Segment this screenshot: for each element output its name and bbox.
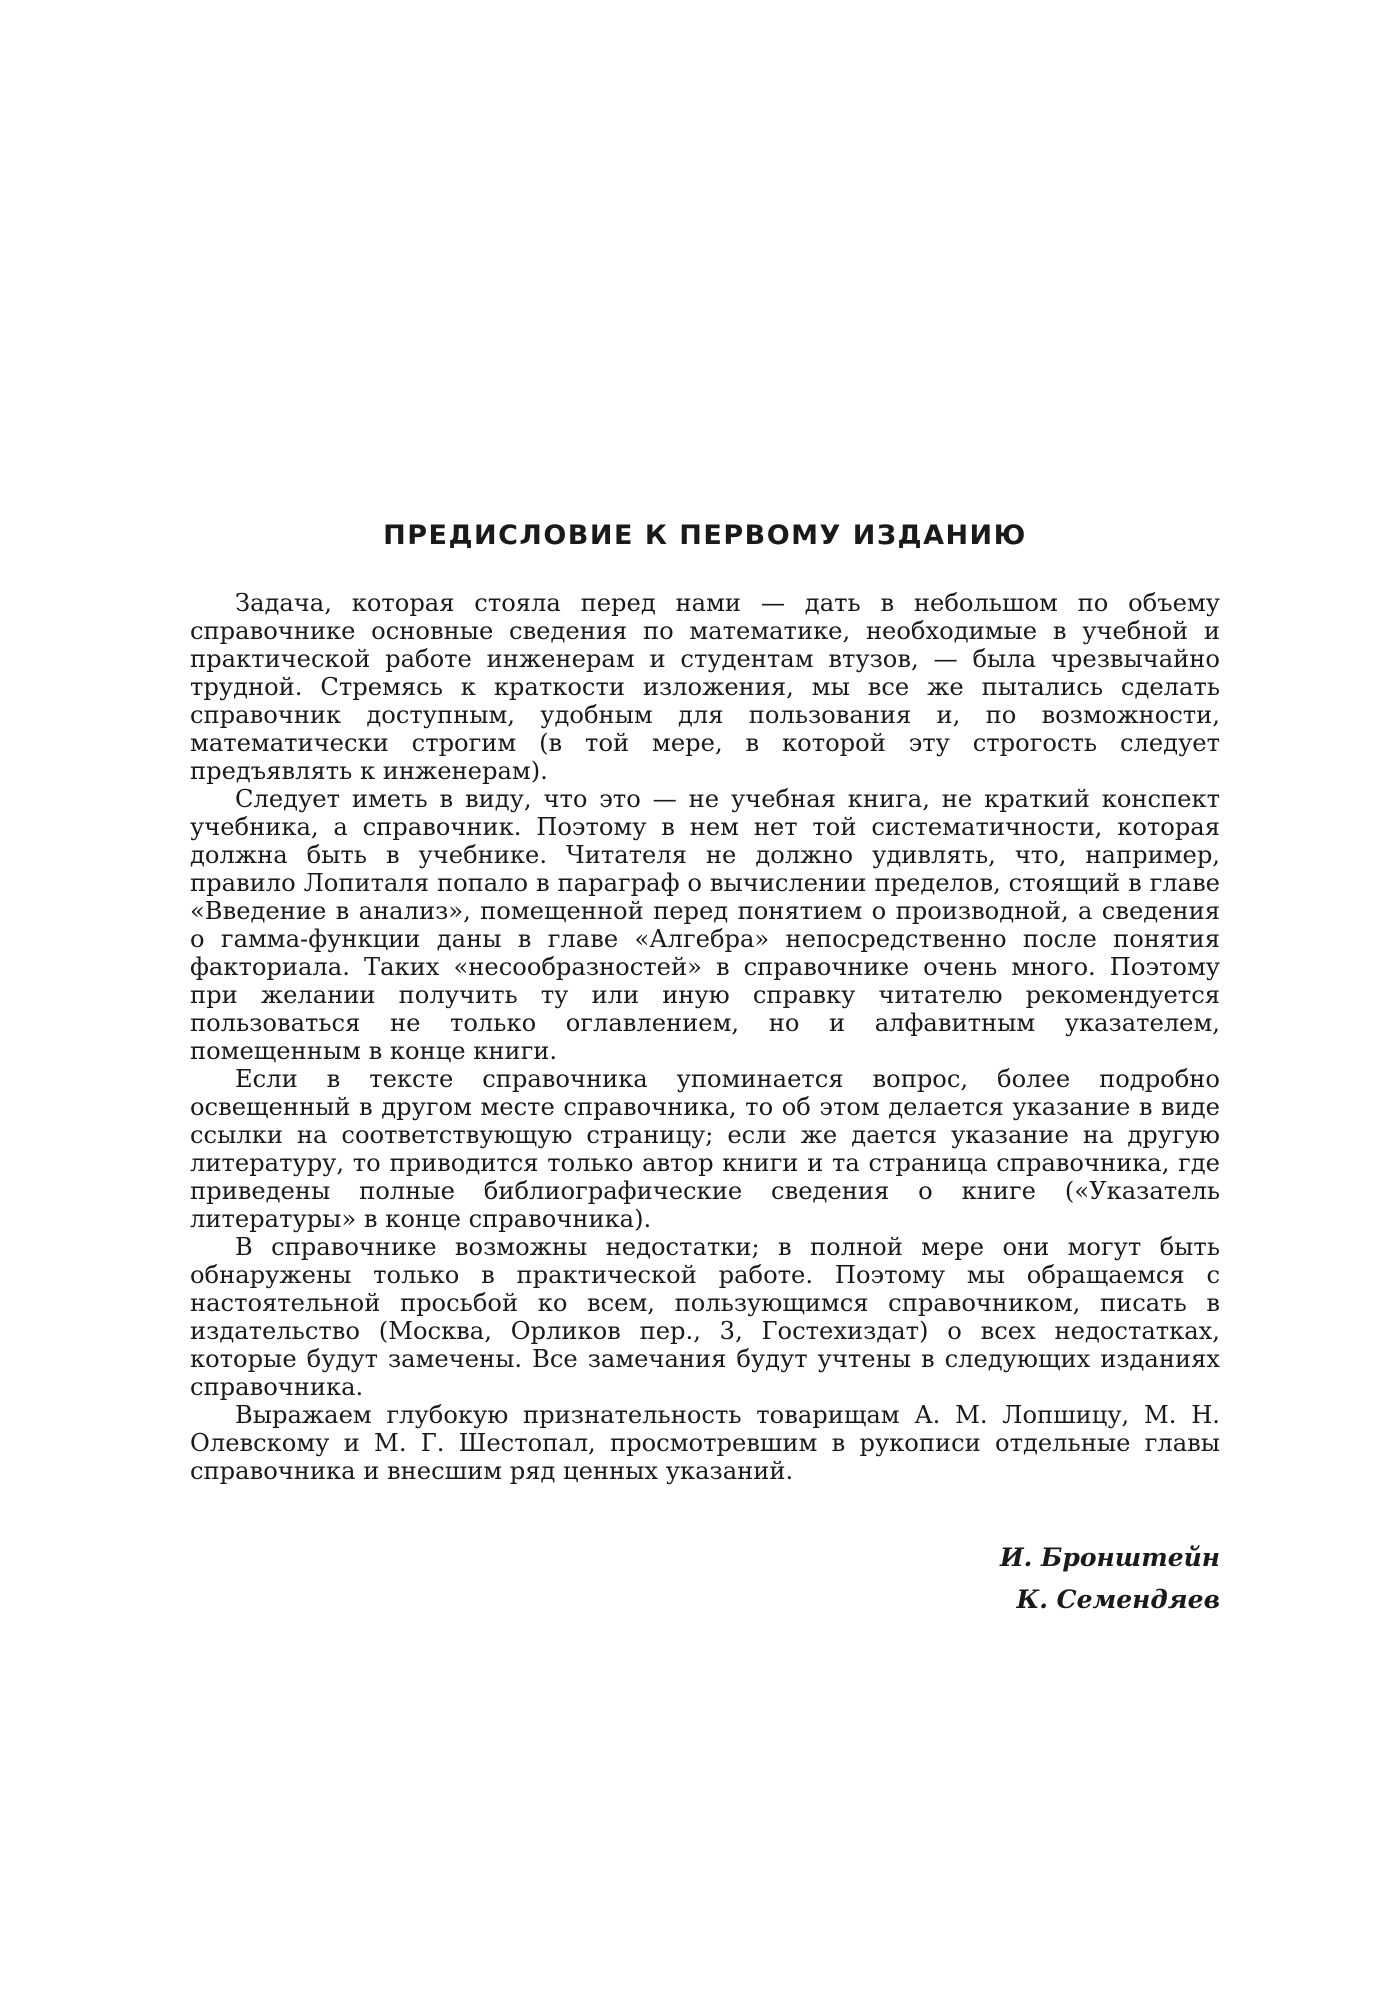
- signature-semendyaev: К. Семендяев: [1016, 1585, 1220, 1614]
- paragraph-acknowledgements: Выражаем глубокую признательность товарищам А. М. Лопшицу, М. Н. Олевскому и М. Г. Шестопал, просмотревшим в рукописи отдельные главы справочника и внесшим ряд ценных указаний.: [190, 1401, 1220, 1485]
- signature-bronshtein: И. Бронштейн: [1000, 1543, 1220, 1572]
- page-title: ПРЕДИСЛОВИЕ К ПЕРВОМУ ИЗДАНИЮ: [383, 520, 1027, 551]
- paragraph-shortcomings: В справочнике возможны недостатки; в полной мере они могут быть обнаружены только в практической работе. Поэтому мы обращаемся с настоятельной просьбой ко всем, пользующимся справочником, писать в издательство (Москва, Орликов пер., 3, Гостехиздат) о всех недостатках, которые будут замечены. Все замечания будут учтены в следующих изданиях справочника.: [190, 1233, 1220, 1401]
- paragraph-references: Если в тексте справочника упоминается вопрос, более подробно освещенный в другом месте справочника, то об этом делается указание в виде ссылки на соответствующую страницу; если же дается указание на другую литературу, то приводится только автор книги и та страница справочника, где приведены полные библиографические сведения о книге («Указатель литературы» в конце справочника).: [190, 1065, 1220, 1233]
- preface-page: [190, 520, 1220, 1621]
- paragraph-task: Задача, которая стояла перед нами — дать в небольшом по объему справочнике основные сведения по математике, необходимые в учебной и практической работе инженерам и студентам втузов, — была чрезвычайно трудной. Стремясь к краткости изложения, мы все же пытались сделать справочник доступным, удобным для пользования и, по возможности, математически строгим (в той мере, в которой эту строгость следует предъявлять к инженерам).: [190, 589, 1220, 785]
- paragraph-not-textbook: Следует иметь в виду, что это — не учебная книга, не краткий конспект учебника, а справочник. Поэтому в нем нет той систематичности, которая должна быть в учебнике. Читателя не должно удивлять, что, например, правило Лопиталя попало в параграф о вычислении пределов, стоящий в главе «Введение в анализ», помещенной перед понятием о производной, а сведения о гамма-функции даны в главе «Алгебра» непосредственно после понятия факториала. Таких «несообразностей» в справочнике очень много. Поэтому при желании получить ту или иную справку читателю рекомендуется пользоваться не только оглавлением, но и алфавитным указателем, помещенным в конце книги.: [190, 785, 1220, 1065]
- signatures: [190, 1537, 1220, 1621]
